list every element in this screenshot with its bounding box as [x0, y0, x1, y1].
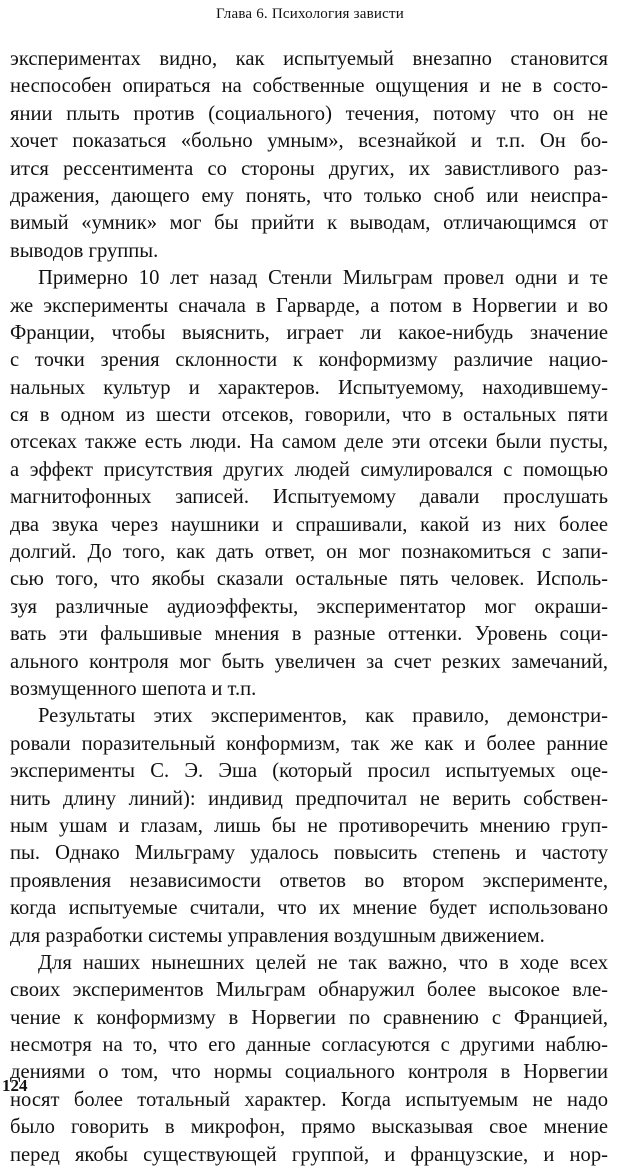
text-line: пы. Однако Мильграму удалось повысить степень и частоту	[10, 842, 608, 865]
text-line: а эффект присутствия других людей симулировался с помощью	[10, 458, 608, 481]
text-line: сью того, что якобы сказали остальные пять человек. Исполь-	[10, 568, 608, 591]
text-line: проявления независимости ответов во втором эксперименте,	[10, 869, 608, 892]
text-line: янии плыть против (социального) течения, потому что он не	[10, 102, 608, 125]
text-line: возмущенного шепота и т.п.	[10, 677, 257, 700]
text-line: несмотря на то, что его данные согласуются с другими наблю-	[10, 1034, 608, 1057]
text-line: ального контроля мог быть увеличен за счет резких замечаний,	[10, 650, 608, 673]
paragraph-start-line: Результаты этих экспериментов, как правило, демонстри-	[38, 705, 608, 728]
text-line: для разработки системы управления воздушным движением.	[10, 924, 545, 947]
text-line: экспериментах видно, как испытуемый внезапно становится	[10, 48, 608, 70]
text-line: Франции, чтобы выяснить, играет ли какое-нибудь значение	[10, 321, 608, 344]
text-line: нальных культур и характеров. Испытуемому, находившему-	[10, 376, 608, 399]
text-line: хочет показаться «больно умным», всезнайкой и т.п. Он бо-	[10, 130, 608, 153]
text-line: своих экспериментов Мильграм обнаружил более высокое вле-	[10, 979, 608, 1002]
text-line: ится рессентимента со стороны других, их завистливого раз-	[10, 157, 608, 180]
page-number: 124	[2, 1076, 28, 1095]
paragraph-start-line: Примерно 10 лет назад Стенли Мильграм провел одни и те	[38, 267, 608, 290]
text-line: вать эти фальшивые мнения в разные оттенки. Уровень соци-	[10, 623, 608, 646]
text-line: два звука через наушники и спрашивали, какой из них более	[10, 513, 608, 536]
text-line: ся в одном из шести отсеков, говорили, что в остальных пяти	[10, 404, 608, 427]
text-line: зуя различные аудиоэффекты, экспериментатор мог окраши-	[10, 595, 608, 618]
text-line: ным ушам и глазам, лишь бы не противоречить мнению груп-	[10, 814, 608, 837]
text-line: выводов группы.	[10, 239, 159, 262]
paragraph-start-line: Для наших нынешних целей не так важно, что в ходе всех	[38, 951, 608, 974]
text-line: нить длину линий): индивид предпочитал не верить собствен-	[10, 787, 608, 810]
text-line: же эксперименты сначала в Гарварде, а потом в Норвегии и во	[10, 294, 608, 317]
body-text	[10, 46, 608, 1169]
text-line: неспособен опираться на собственные ощущения и не в состо-	[10, 75, 608, 98]
text-line: ровали поразительный конформизм, так же как и более ранние	[10, 732, 608, 755]
text-line: дениями о том, что нормы социального контроля в Норвегии	[10, 1061, 608, 1084]
text-line: магнитофонных записей. Испытуемому давали прослушать	[10, 486, 608, 509]
text-line: с точки зрения склонности к конформизму различие нацио-	[10, 349, 608, 372]
text-line: было говорить в микрофон, прямо высказывая свое мнение	[10, 1116, 608, 1139]
text-line: носят более тотальный характер. Когда испытуемым не надо	[10, 1088, 608, 1111]
text-line: долгий. До того, как дать ответ, он мог познакомиться с запи-	[10, 541, 608, 564]
text-line: отсеках также есть люди. На самом деле эти отсеки были пусты,	[10, 431, 608, 454]
text-line: перед якобы существующей группой, и французские, и нор-	[10, 1143, 608, 1166]
text-line: чение к конформизму в Норвегии по сравнению с Францией,	[10, 1006, 608, 1029]
text-line: дражения, дающего ему понять, что только сноб или неиспра-	[10, 184, 608, 207]
text-line: эксперименты С. Э. Эша (который просил испытуемых оце-	[10, 760, 608, 783]
text-line: когда испытуемые считали, что их мнение будет использовано	[10, 897, 608, 920]
running-header: Глава 6. Психология зависти	[216, 6, 404, 22]
text-line: вимый «умник» мог бы прийти к выводам, отличающимся от	[10, 212, 608, 235]
